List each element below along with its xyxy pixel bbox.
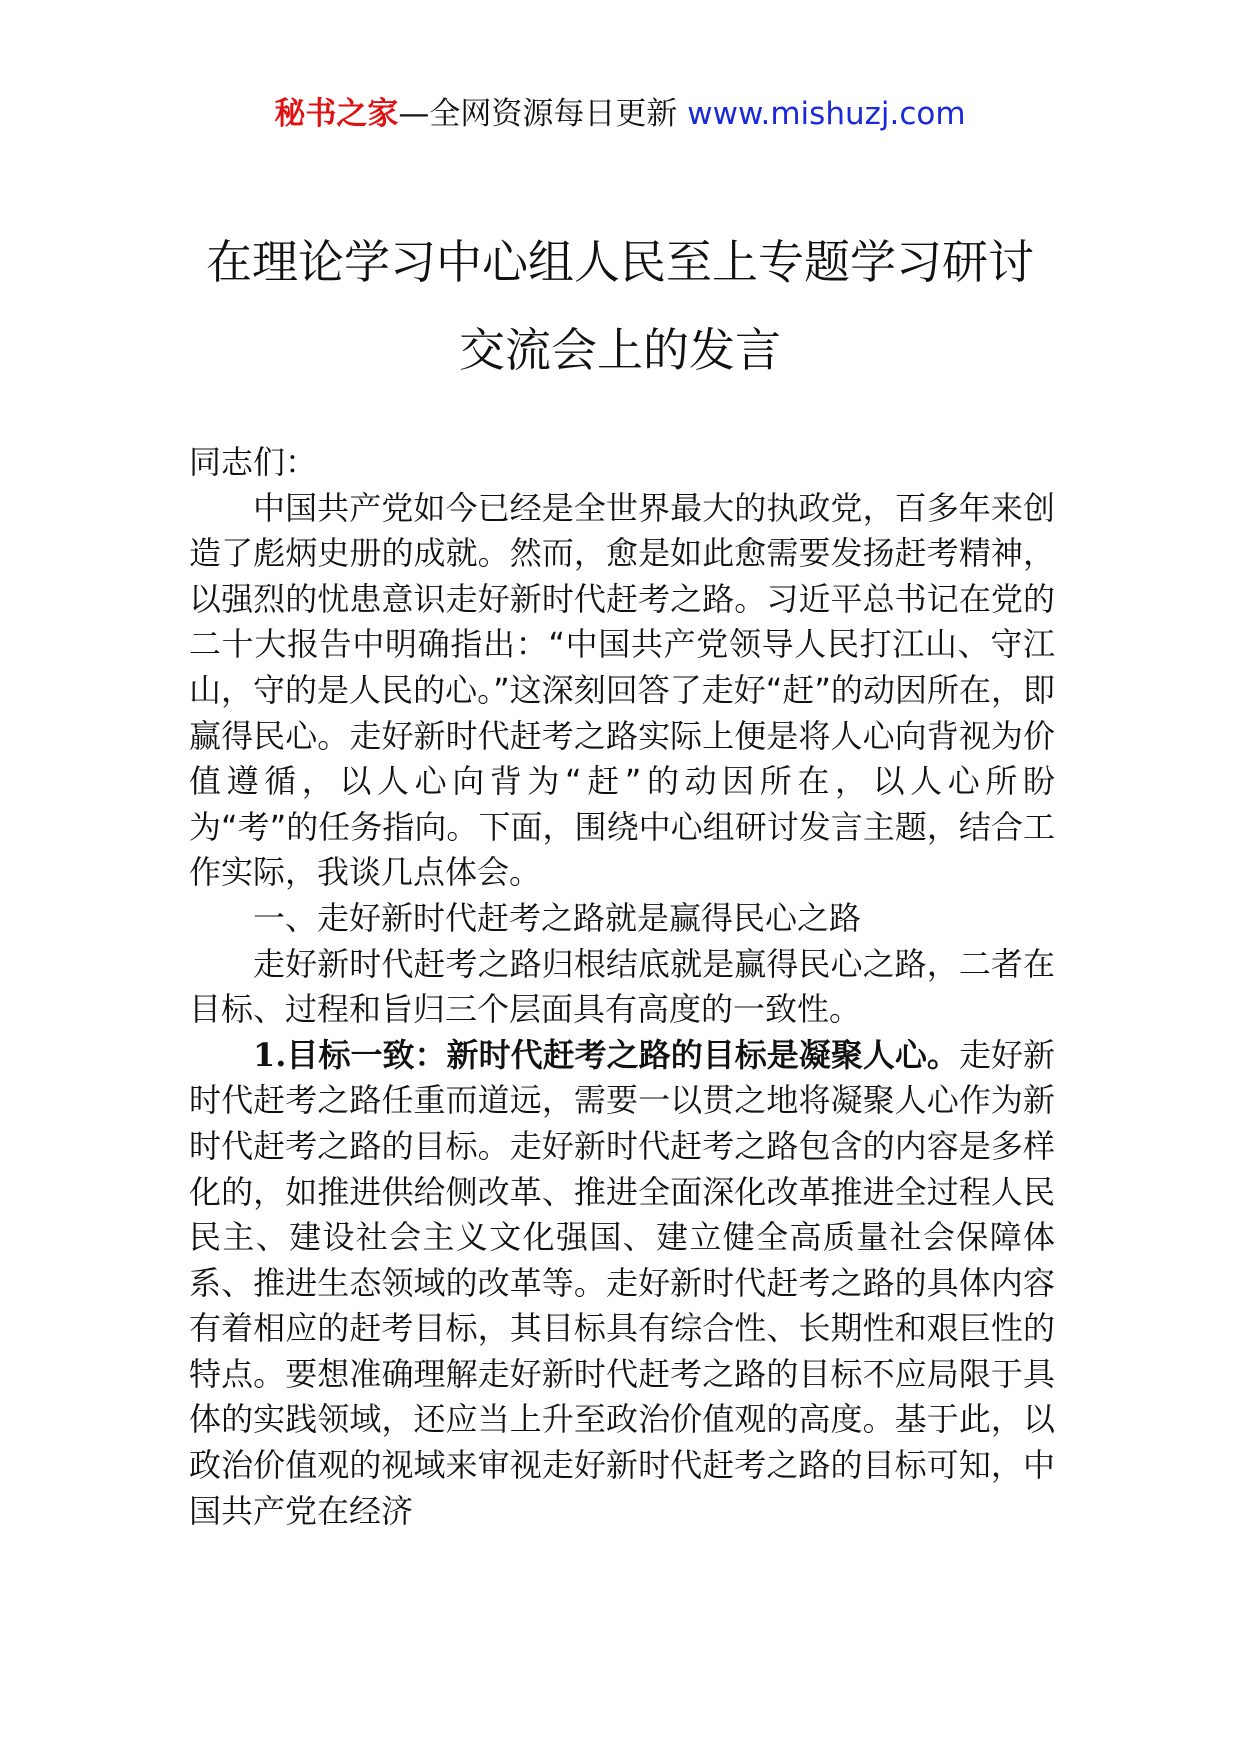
point-1-paragraph — [189, 1033, 1055, 1535]
site-brand: 秘书之家 — [274, 96, 399, 132]
salutation: 同志们： — [189, 443, 318, 481]
site-tagline: —全网资源每日更新 — [398, 96, 678, 132]
document-title-line-1: 在理论学习中心组人民至上专题学习研讨 — [206, 235, 1034, 289]
site-url-link[interactable]: www.mishuzj.com — [687, 96, 966, 132]
section-1-paragraph: 走好新时代赶考之路归根结底就是赢得民心之路，二者在目标、过程和旨归三个层面具有高度的一致性。 — [189, 944, 1055, 1029]
document-body — [189, 440, 1055, 1534]
document-title-line-2: 交流会上的发言 — [459, 323, 781, 377]
point-1-text: 走好新时代赶考之路任重而道远，需要一以贯之地将凝聚人心作为新时代赶考之路的目标。走好新时代赶考之路包含的内容是多样化的，如推进供给侧改革、推进全面深化改革推进全过程人民民主、建设社会主义文化强国、建立健全高质量社会保障体系、推进生态领域的改革等。走好新时代赶考之路的具体内容有着相应的赶考目标，其目标具有综合性、长期性和艰巨性的特点。要想准确理解走好新时代赶考之路的目标不应局限于具体的实践领域，还应当上升至政治价值观的高度。基于此，以政治价值观的视域来审视走好新时代赶考之路的目标可知，中国共产党在经济 — [189, 1035, 1055, 1530]
section-1-heading: 一、走好新时代赶考之路就是赢得民心之路 — [253, 898, 862, 937]
point-1-lead: 1.目标一致：新时代赶考之路的目标是凝聚人心。 — [253, 1035, 959, 1074]
site-header — [0, 94, 1240, 134]
intro-paragraph: 中国共产党如今已经是全世界最大的执政党，百多年来创造了彪炳史册的成就。然而，愈是如此愈需要发扬赶考精神，以强烈的忧患意识走好新时代赶考之路。习近平总书记在党的二十大报告中明确指出：“中国共产党领导人民打江山、守江山，守的是人民的心。”这深刻回答了走好“赶”的动因所在，即赢得民心。走好新时代赶考之路实际上便是将人心向背视为价值遵循，以人心向背为“赶”的动因所在，以人心所盼为“考”的任务指向。下面，围绕中心组研讨发言主题，结合工作实际，我谈几点体会。 — [189, 488, 1055, 892]
